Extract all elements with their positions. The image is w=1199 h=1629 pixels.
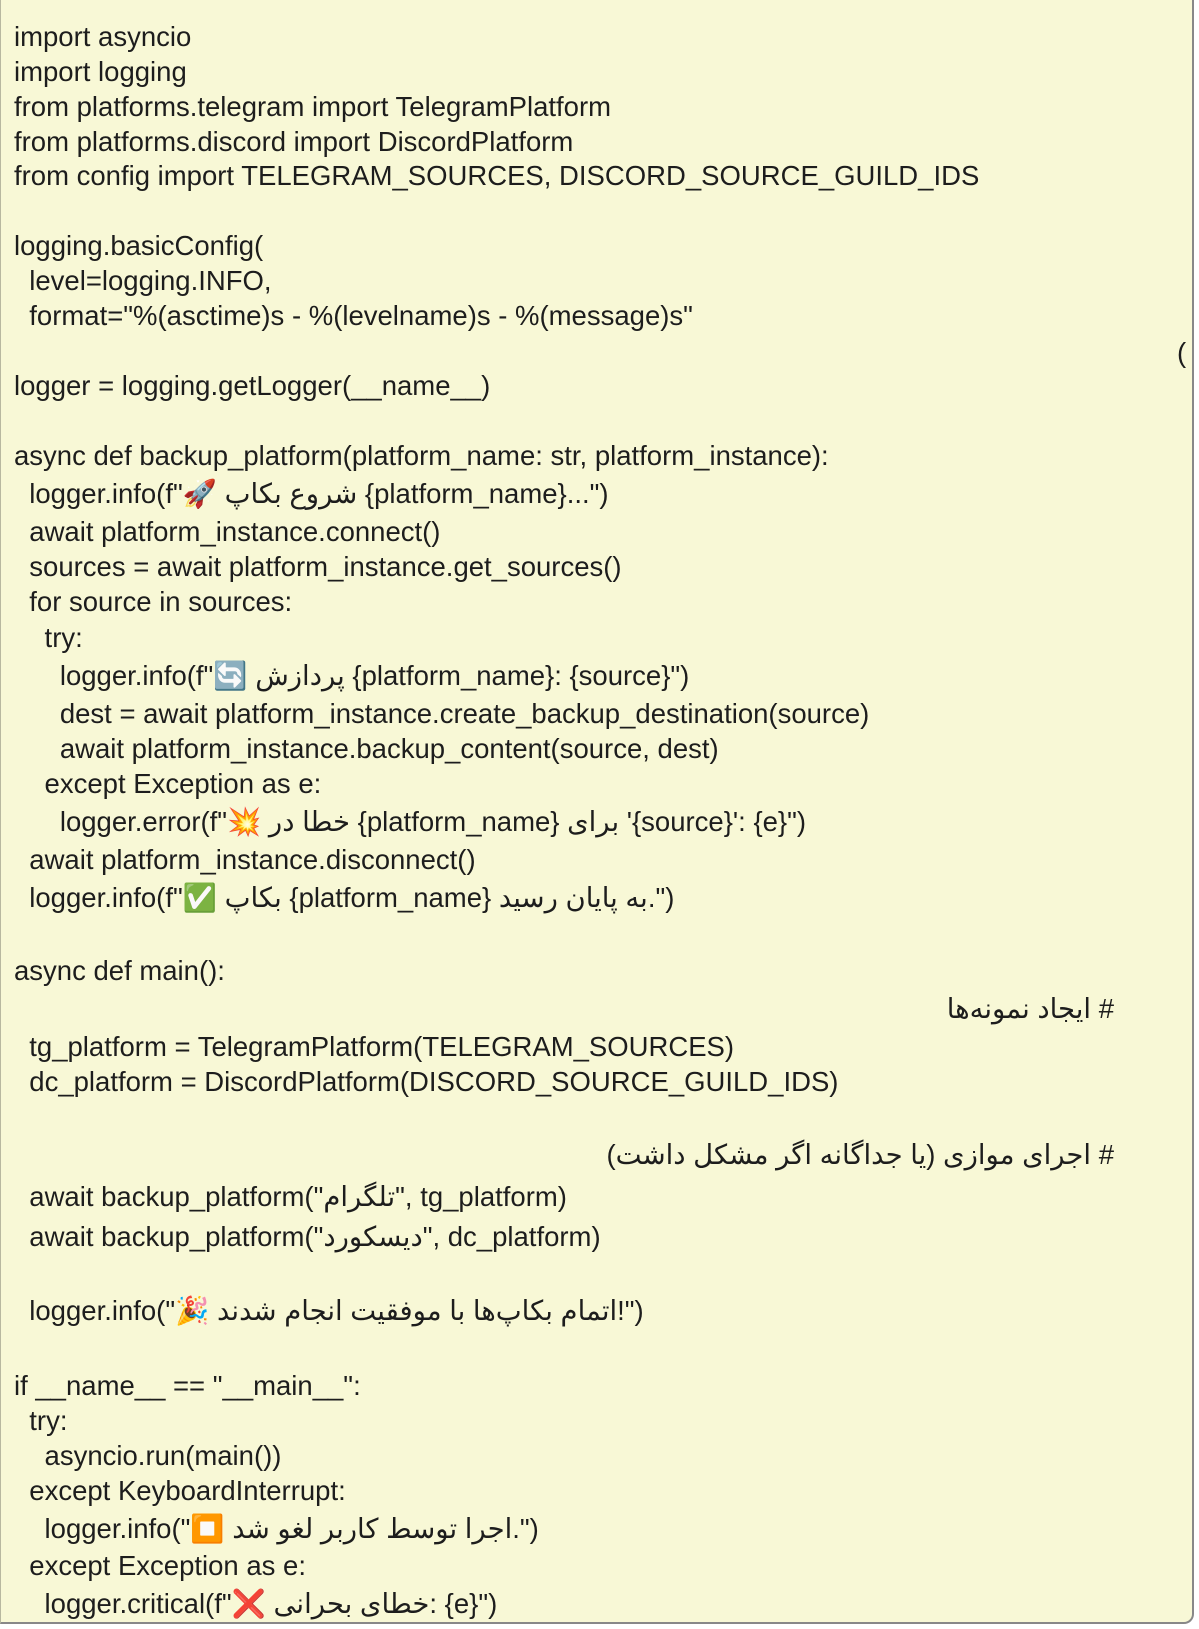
code-line: logger.error(f"💥 خطا در {platform_name} برای '{source}': {e}") [14, 806, 807, 837]
code-line: except KeyboardInterrupt: [14, 1475, 346, 1506]
code-line: dest = await platform_instance.create_backup_destination(source) [14, 698, 870, 729]
code-line: await backup_platform("دیسکورد", dc_platform) [14, 1221, 601, 1252]
code-line: format="%(asctime)s - %(levelname)s - %(message)s" [14, 300, 693, 331]
code-comment: # اجرای موازی (یا جداگانه اگر مشکل داشت) [606, 1139, 1114, 1170]
code-line: await platform_instance.backup_content(source, dest) [14, 733, 719, 764]
code-line: except Exception as e: [14, 1550, 306, 1581]
code-line: logger.info("⏹️ اجرا توسط کاربر لغو شد.") [14, 1513, 539, 1544]
code-line: if __name__ == "__main__": [14, 1370, 361, 1401]
code-line: try: [14, 1405, 68, 1436]
code-line: tg_platform = TelegramPlatform(TELEGRAM_SOURCES) [14, 1031, 735, 1062]
code-line: async def backup_platform(platform_name: str, platform_instance): [14, 440, 829, 471]
code-comment: # ایجاد نمونه‌ها [946, 993, 1114, 1024]
code-line: for source in sources: [14, 586, 293, 617]
code-line: dc_platform = DiscordPlatform(DISCORD_SOURCE_GUILD_IDS) [14, 1066, 839, 1097]
stray-paren: ( [1177, 337, 1187, 368]
code-line: logger.info(f"🔄 پردازش {platform_name}: {source}") [14, 660, 690, 691]
code-line: from config import TELEGRAM_SOURCES, DISCORD_SOURCE_GUILD_IDS [14, 160, 980, 191]
code-line: logger = logging.getLogger(__name__) [14, 370, 491, 401]
code-line: level=logging.INFO, [14, 265, 272, 296]
code-line: logging.basicConfig( [14, 230, 264, 261]
code-line: logger.info(f"✅ بکاپ {platform_name} به پایان رسید.") [14, 882, 675, 913]
code-line: sources = await platform_instance.get_sources() [14, 551, 622, 582]
code-line: import logging [14, 56, 187, 87]
code-line: asyncio.run(main()) [14, 1440, 282, 1471]
code-line: logger.critical(f"❌ خطای بحرانی: {e}") [14, 1588, 498, 1619]
code-line: async def main(): [14, 955, 225, 986]
code-line: logger.info(f"🚀 شروع بکاپ {platform_name}...") [14, 478, 609, 509]
code-line: except Exception as e: [14, 768, 322, 799]
code-line: logger.info("🎉 اتمام بکاپ‌ها با موفقیت انجام شدند!") [14, 1295, 644, 1326]
code-line: try: [14, 622, 83, 653]
code-line: await backup_platform("تلگرام", tg_platform) [14, 1181, 567, 1212]
code-line: from platforms.discord import DiscordPlatform [14, 126, 574, 157]
code-line: await platform_instance.connect() [14, 516, 441, 547]
code-line: from platforms.telegram import TelegramPlatform [14, 91, 612, 122]
code-line: await platform_instance.disconnect() [14, 844, 476, 875]
code-line: import asyncio [14, 21, 192, 52]
